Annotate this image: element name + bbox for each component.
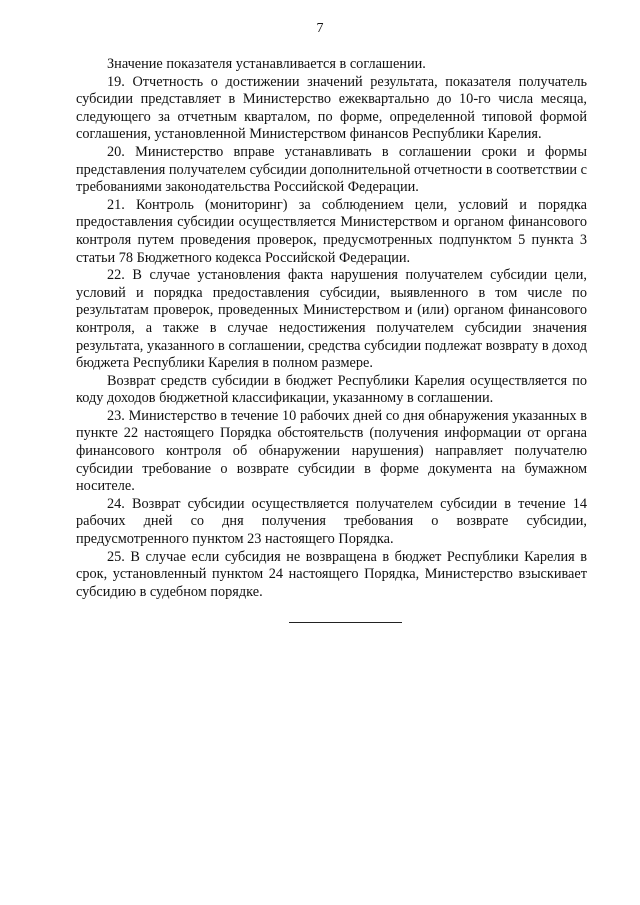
paragraph-25-court-recovery: 25. В случае если субсидия не возвращена в бюджет Республики Карелия в срок, установленный пунктом 24 настоящего Порядка, Министерство взыскивает субсидию в судебном порядке. — [76, 548, 587, 600]
paragraph-24-refund-term: 24. Возврат субсидии осуществляется получателем субсидии в течение 14 рабочих дней со дня получения требования о возврате субсидии, предусмотренного пунктом 23 настоящего Порядка. — [76, 495, 587, 548]
paragraph-19-reporting: 19. Отчетность о достижении значений результата, показателя получатель субсидии представляет в Министерство ежеквартально до 10-го числа месяца, следующего за отчетным кварталом, по форме, определенной типовой формой соглашения, установленной Министерством финансов Республики Карелия. — [76, 73, 587, 143]
page-number: 7 — [316, 21, 324, 36]
paragraph-23-refund-demand: 23. Министерство в течение 10 рабочих дней со дня обнаружения указанных в пункте 22 настоящего Порядка обстоятельств (получения информации от органа финансового контроля об обнаружении нарушения) направляет получателю субсидии требование о возврате субсидии в форме документа на бумажном носителе. — [76, 407, 587, 495]
paragraph-21-control: 21. Контроль (мониторинг) за соблюдением цели, условий и порядка предоставления субсидии осуществляется Министерством и органом финансового контроля путем проведения проверок, предусмотренных подпунктом 5 пункта 3 статьи 78 Бюджетного кодекса Российской Федерации. — [76, 196, 587, 266]
paragraph-refund-budget-code: Возврат средств субсидии в бюджет Республики Карелия осуществляется по коду доходов бюджетной классификации, указанному в соглашении. — [76, 372, 587, 407]
paragraph-22-violation: 22. В случае установления факта нарушения получателем субсидии цели, условий и порядка предоставления субсидии, выявленного в том числе по результатам проверок, проведенных Министерством и (или) органом финансового контроля, а также в случае недостижения получателем субсидии значения результата, указанного в соглашении, средства субсидии подлежат возврату в доход бюджета Республики Карелия в полном размере. — [76, 267, 587, 372]
document-body — [76, 56, 587, 601]
end-divider-line — [289, 622, 402, 623]
paragraph-indicator-agreement: Значение показателя устанавливается в соглашении. — [107, 56, 426, 72]
paragraph-20-additional-reporting: 20. Министерство вправе устанавливать в соглашении сроки и формы представления получателем субсидии дополнительной отчетности в соответствии с требованиями законодательства Российской Федерации. — [76, 143, 587, 196]
